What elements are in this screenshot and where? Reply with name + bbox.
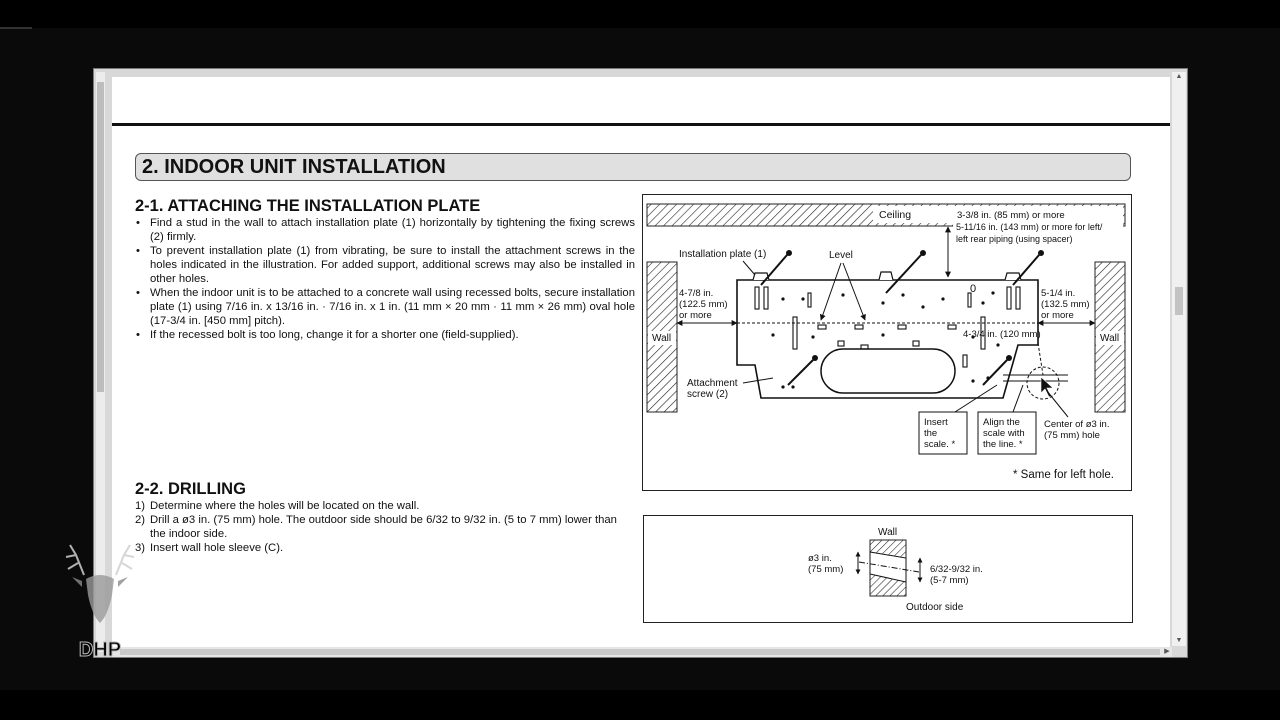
document-page <box>112 77 1170 649</box>
bottom-bar <box>0 690 1280 720</box>
top-dimension-1: 3-3/8 in. (85 mm) or more <box>957 210 1065 221</box>
plate-zero-mark: 0 <box>970 283 977 295</box>
bullet-text: When the indoor unit is to be attached to a concrete wall using recessed bolts, secure installation plate (1) using 7/16 in. x 13/16 in. · 7/16 in. x 1 in. (11 mm × 20 mm · 11 mm × 26 mm) oval hole (17-3/4 in. [450 mm] pitch). <box>150 287 635 327</box>
insert-scale-line-2: the <box>924 428 938 439</box>
list-item <box>135 513 635 541</box>
right-wall-label: Wall <box>1100 333 1120 344</box>
right-dimension-2: (132.5 mm) <box>1041 299 1090 310</box>
list-item <box>135 286 635 328</box>
top-bar-accent <box>0 27 32 29</box>
drilling-steps <box>135 499 635 555</box>
hole-dimension: 4-3/4 in. (120 mm) <box>963 329 1041 340</box>
bullet-icon: • <box>136 329 140 341</box>
step-text: Insert wall hole sleeve (C). <box>150 542 284 554</box>
deer-logo-icon <box>62 535 138 661</box>
plate-instructions <box>135 216 635 342</box>
align-scale-line-3: the line. * <box>983 439 1023 450</box>
top-bar <box>0 0 1280 28</box>
drill-diameter-label-2: (75 mm) <box>808 564 844 575</box>
installation-plate-label: Installation plate (1) <box>679 249 767 260</box>
drilling-figure <box>643 515 1133 623</box>
scroll-right-icon[interactable]: ▶ <box>1164 648 1170 655</box>
bullet-text: To prevent installation plate (1) from vibrating, be sure to install the attachment screws in the holes indicated in the illustration. For added support, additional screws may also be installed in other holes. <box>150 245 635 285</box>
section-header <box>135 153 1131 181</box>
subsection-heading-plate: 2-1. ATTACHING THE INSTALLATION PLATE <box>135 197 481 215</box>
bullet-icon: • <box>136 287 140 299</box>
horizontal-scrollbar[interactable] <box>112 647 1172 657</box>
left-dimension-2: (122.5 mm) <box>679 299 728 310</box>
attachment-screw-label-2: screw (2) <box>687 389 729 400</box>
step-number: 3) <box>135 542 146 554</box>
ceiling-label: Ceiling <box>879 209 912 221</box>
bullet-icon: • <box>136 245 140 257</box>
drill-wall-label: Wall <box>878 527 898 538</box>
dhp-watermark <box>62 535 138 661</box>
installation-plate-leader <box>743 261 755 275</box>
plate-oval-cutout <box>821 349 955 393</box>
right-dimension-3: or more <box>1041 310 1074 321</box>
mouse-cursor-icon <box>1041 377 1053 397</box>
scroll-down-icon[interactable]: ▼ <box>1175 637 1183 644</box>
section-title: 2. INDOOR UNIT INSTALLATION <box>142 156 446 178</box>
attachment-screw-label-1: Attachment <box>687 378 738 389</box>
bullet-text: If the recessed bolt is too long, change it for a shorter one (field-supplied). <box>150 329 519 341</box>
figure-note: * Same for left hole. <box>1013 469 1114 481</box>
list-item <box>135 244 635 286</box>
align-scale-leader <box>1013 385 1023 412</box>
bullet-icon: • <box>136 217 140 229</box>
drilling-diagram <box>644 516 1134 624</box>
drill-drop-label-2: (5-7 mm) <box>930 575 969 586</box>
left-dimension-3: or more <box>679 310 712 321</box>
horizontal-scrollbar-thumb[interactable] <box>120 649 1160 655</box>
align-scale-line-2: scale with <box>983 428 1025 439</box>
right-dimension-1: 5-1/4 in. <box>1041 288 1076 299</box>
step-number: 1) <box>135 500 146 512</box>
step-text: Determine where the holes will be located on the wall. <box>150 500 420 512</box>
hole-center-guide <box>1038 343 1043 375</box>
bullet-text: Find a stud in the wall to attach installation plate (1) horizontally by tightening the fixing screws (2) firmly. <box>150 217 635 243</box>
plate-top-tabs <box>753 272 1021 280</box>
list-item <box>135 541 635 555</box>
scroll-up-icon[interactable]: ▲ <box>1175 73 1183 80</box>
header-rule <box>112 123 1170 126</box>
installation-plate-figure <box>642 194 1132 491</box>
step-number: 2) <box>135 514 146 526</box>
right-scrollbar-thumb[interactable] <box>1175 287 1183 315</box>
left-dimension-1: 4-7/8 in. <box>679 288 714 299</box>
list-item <box>135 216 635 244</box>
drill-drop-label-1: 6/32-9/32 in. <box>930 564 983 575</box>
insert-scale-line-3: scale. * <box>924 439 956 450</box>
step-text: Drill a ø3 in. (75 mm) hole. The outdoor side should be 6/32 to 9/32 in. (5 to 7 mm) lower than the indoor side. <box>150 514 617 540</box>
list-item <box>135 499 635 513</box>
top-dimension-3: left rear piping (using spacer) <box>956 234 1073 244</box>
top-dimension-2: 5-11/16 in. (143 mm) or more for left/ <box>956 222 1103 232</box>
center-hole-leader <box>1047 391 1068 417</box>
insert-scale-line-1: Insert <box>924 417 948 428</box>
drill-diameter-label-1: ø3 in. <box>808 553 832 564</box>
align-scale-line-1: Align the <box>983 417 1020 428</box>
right-scrollbar[interactable] <box>1172 72 1186 646</box>
center-hole-line-2: (75 mm) hole <box>1044 430 1100 441</box>
center-hole-line-1: Center of ø3 in. <box>1044 419 1110 430</box>
drill-outdoor-label: Outdoor side <box>906 602 964 613</box>
level-label: Level <box>829 250 853 261</box>
left-wall-label: Wall <box>652 333 672 344</box>
list-item <box>135 328 635 342</box>
subsection-heading-drilling: 2-2. DRILLING <box>135 480 246 498</box>
installation-plate-diagram <box>643 195 1133 492</box>
left-scrollbar-thumb[interactable] <box>97 82 104 392</box>
watermark-text: DHP <box>78 639 122 661</box>
